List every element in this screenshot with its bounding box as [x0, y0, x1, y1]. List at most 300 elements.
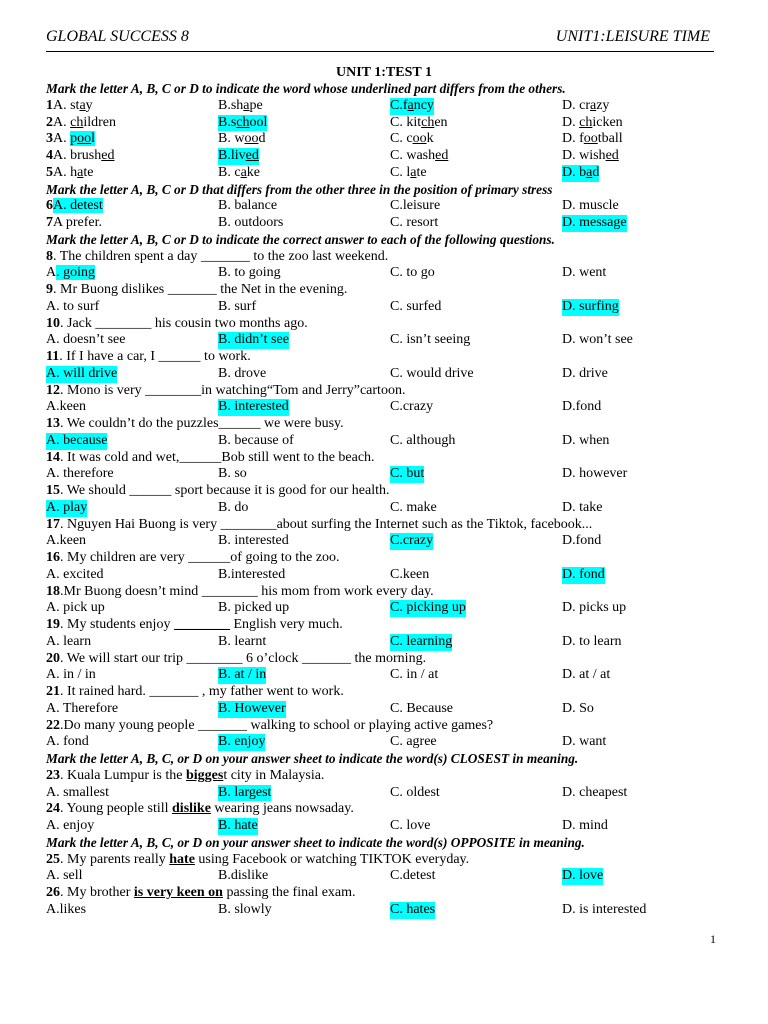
option-text: oo	[412, 131, 427, 147]
question-number: 20	[46, 650, 60, 666]
option-text: C. l	[390, 164, 411, 180]
answer-options-row	[46, 466, 726, 483]
option-text: B. enjoy	[218, 734, 266, 750]
option-text: D. So	[562, 700, 594, 716]
answer-option	[46, 115, 116, 132]
page-number: 1	[710, 932, 716, 946]
page-header	[46, 28, 714, 50]
option-text: A.likes	[46, 901, 87, 917]
option-text: C. oldest	[390, 784, 440, 800]
answer-option	[562, 299, 619, 316]
answer-options-row	[46, 667, 726, 684]
option-text: d	[592, 164, 600, 180]
answer-options-row	[46, 433, 726, 450]
option-text: C. agree	[390, 734, 437, 750]
answer-option	[390, 115, 448, 132]
answer-option	[390, 500, 437, 517]
answer-option	[46, 131, 95, 148]
answer-option	[46, 701, 118, 718]
option-text: A. in / in	[46, 667, 96, 683]
option-text: B. outdoors	[218, 215, 284, 230]
answer-options-row	[46, 299, 726, 316]
answer-option	[562, 433, 609, 450]
keyword-underlined: hate	[169, 851, 195, 867]
answer-options-row	[46, 115, 726, 132]
keyword-underlined: is very keen on	[133, 885, 223, 900]
answer-highlight	[70, 131, 95, 146]
option-text: a	[407, 97, 414, 113]
answer-option	[390, 366, 474, 383]
option-text: D. mind	[562, 818, 608, 833]
option-text: B.s	[218, 114, 237, 130]
option-text: B. slowly	[218, 901, 272, 917]
option-text: ch	[70, 114, 84, 130]
answer-option	[562, 868, 603, 885]
option-text: D. b	[562, 164, 587, 180]
option-text: C.crazy	[390, 533, 434, 549]
question-number: 7	[46, 215, 53, 230]
answer-option	[218, 198, 277, 215]
option-text: A. fond	[46, 734, 89, 750]
question-text: . Jack ________ his cousin two months ago.	[60, 315, 308, 331]
question-number: 17	[46, 516, 60, 532]
answer-option	[46, 634, 91, 651]
option-text: A.keen	[46, 399, 87, 415]
answer-option	[218, 567, 285, 584]
question-text: ________	[173, 617, 230, 632]
answer-options-row	[46, 399, 726, 416]
option-text: A. brush	[53, 148, 102, 163]
question-text: . My parents really	[60, 851, 170, 867]
question-text: . We will start our trip ________ 6 o’clock _______ the morning.	[60, 650, 427, 666]
option-text: ch	[579, 114, 593, 130]
keyword-underlined: dislike	[172, 801, 211, 817]
option-text: y	[85, 97, 93, 113]
option-text: D. however	[562, 466, 628, 482]
answer-options-row	[46, 148, 726, 165]
answer-options-row	[46, 868, 726, 885]
answer-option	[218, 634, 266, 651]
option-text: B. largest	[218, 784, 272, 800]
question-text: . Young people still	[60, 801, 173, 817]
answer-option	[46, 600, 105, 617]
answer-option	[218, 265, 281, 282]
option-text: A. detest	[53, 198, 103, 214]
answer-option	[390, 399, 433, 416]
option-text: C. hates	[390, 901, 436, 917]
answer-options-row	[46, 701, 726, 718]
answer-option	[562, 466, 627, 483]
option-text: B. c	[218, 164, 241, 180]
option-text: B. didn’t see	[218, 332, 289, 348]
option-text: a	[243, 97, 250, 113]
question-number: 4	[46, 148, 53, 163]
question-number: 1	[46, 97, 53, 113]
option-text: l	[91, 131, 96, 147]
option-text: C. isn’t seeing	[390, 332, 471, 348]
answer-option	[562, 902, 646, 919]
answer-option	[218, 734, 265, 751]
answer-option	[218, 148, 259, 165]
answer-option	[218, 701, 286, 718]
answer-option	[218, 785, 271, 802]
option-text: C. to go	[390, 265, 435, 281]
section-instruction: Mark the letter A, B, C, or D on your answer sheet to indicate the word(s) OPPOSITE in meaning.	[46, 834, 585, 850]
answer-option	[562, 734, 606, 751]
option-text: A. therefore	[46, 466, 114, 482]
question-text: . It was cold and wet,______Bob still went to the beach.	[60, 449, 375, 465]
option-text: D. f	[562, 131, 584, 147]
answer-option	[46, 98, 93, 115]
section-instruction: Mark the letter A, B, C, or D on your answer sheet to indicate the word(s) CLOSEST in meaning.	[46, 751, 579, 766]
answer-option	[390, 198, 440, 215]
answer-option	[46, 567, 104, 584]
option-text: B. interested	[218, 399, 289, 415]
option-text: C. in / at	[390, 667, 439, 683]
answer-option	[562, 500, 602, 517]
answer-option	[218, 299, 256, 316]
question-number: 22	[46, 717, 60, 733]
answer-option	[46, 902, 86, 919]
answer-option	[562, 332, 633, 349]
option-text: A. smallest	[46, 784, 109, 800]
answer-option	[390, 818, 430, 835]
option-text: oo	[583, 131, 598, 147]
answer-option	[46, 265, 95, 282]
option-text: A. will drive	[46, 365, 118, 381]
answer-option	[562, 165, 599, 182]
answer-option	[46, 399, 86, 416]
question-text: using Facebook or watching TIKTOK everyday.	[194, 851, 470, 867]
question-text: passing the final exam.	[222, 885, 356, 900]
question-text: . My children are very ______of going to the zoo.	[60, 550, 340, 565]
answer-options-row	[46, 500, 726, 517]
option-text: ke	[246, 164, 260, 180]
option-text: B. drove	[218, 365, 267, 381]
answer-option	[390, 667, 438, 684]
answer-option	[46, 332, 125, 349]
question-number: 24	[46, 801, 60, 817]
keyword-underlined: bigges	[185, 767, 224, 783]
question-number: 11	[46, 349, 60, 364]
answer-option	[390, 299, 441, 316]
option-text: pe	[249, 97, 263, 113]
answer-option	[390, 265, 435, 282]
question-number: 26	[46, 885, 60, 900]
question-text: . My brother	[60, 885, 134, 900]
option-text: A. pick up	[46, 600, 105, 616]
question-number: 21	[46, 684, 60, 699]
answer-option	[46, 198, 103, 215]
answer-option	[390, 600, 466, 617]
option-text: ch	[236, 114, 250, 130]
question-number: 13	[46, 416, 60, 431]
question-stem	[46, 852, 726, 869]
question-text: . Mr Buong dislikes _______ the Net in the evening.	[53, 282, 348, 297]
question-number: 8	[46, 248, 53, 264]
answer-option	[562, 667, 610, 684]
option-text: a	[77, 164, 84, 180]
option-text: C. although	[390, 432, 456, 448]
option-text: C. kit	[390, 114, 422, 130]
option-text: D. to learn	[562, 633, 622, 649]
answer-option	[46, 868, 83, 885]
question-number: 18	[46, 583, 60, 599]
answer-option	[46, 734, 89, 751]
answer-option	[46, 466, 114, 483]
question-stem	[46, 801, 726, 818]
option-text: B. learnt	[218, 633, 267, 649]
answer-option	[562, 265, 606, 282]
option-text: D. want	[562, 734, 607, 750]
option-text: D. drive	[562, 365, 608, 381]
question-number: 12	[46, 382, 60, 398]
answer-option	[46, 299, 99, 316]
option-text: B. do	[218, 499, 249, 515]
option-text: D.fond	[562, 533, 602, 549]
question-stem	[46, 282, 726, 299]
answer-options-row	[46, 366, 726, 383]
question-stem	[46, 349, 726, 366]
option-text: D. at / at	[562, 667, 611, 683]
question-stem	[46, 383, 726, 400]
question-number: 9	[46, 282, 53, 297]
option-text: te	[83, 164, 94, 180]
question-stem	[46, 450, 726, 467]
answer-option	[218, 868, 268, 885]
answer-option	[390, 332, 470, 349]
option-text: d	[258, 131, 266, 147]
option-text: ed	[605, 148, 619, 163]
option-text: C. picking up	[390, 600, 466, 616]
question-number: 6	[46, 198, 53, 214]
question-text: . Mono is very ________in watching“Tom and Jerry”cartoon.	[60, 382, 406, 398]
option-text: B. surf	[218, 298, 257, 314]
option-text: oo	[244, 131, 259, 147]
option-text: A.	[53, 131, 71, 147]
option-text: D. message	[562, 215, 627, 230]
answer-option	[218, 399, 289, 416]
question-stem	[46, 316, 726, 333]
answer-option	[218, 98, 263, 115]
answer-option	[562, 785, 627, 802]
question-number: 10	[46, 315, 60, 331]
question-stem	[46, 249, 726, 266]
option-text: k	[426, 131, 434, 147]
option-text: ch	[421, 114, 435, 130]
option-text: a	[79, 97, 86, 113]
question-number: 14	[46, 449, 60, 465]
answer-option	[218, 902, 272, 919]
answer-option	[46, 667, 96, 684]
option-text: D. muscle	[562, 198, 619, 214]
option-text: C.leisure	[390, 198, 441, 214]
option-text: a	[240, 164, 247, 180]
option-text: B. because of	[218, 432, 294, 448]
answer-option	[562, 399, 601, 416]
test-content	[46, 81, 726, 919]
answer-option	[46, 533, 86, 550]
answer-option	[390, 701, 453, 718]
answer-option	[390, 567, 429, 584]
question-number: 25	[46, 851, 60, 867]
option-text: D. picks up	[562, 600, 627, 616]
option-text: C. surfed	[390, 298, 442, 314]
question-stem	[46, 684, 726, 701]
question-number: 23	[46, 767, 60, 783]
answer-options-row	[46, 567, 726, 584]
question-text: .Mr Buong doesn’t mind ________ his mom from work every day.	[60, 583, 434, 599]
option-text: B. balance	[218, 198, 278, 214]
question-text: . It rained hard. _______ , my father went to work.	[60, 684, 344, 699]
answer-option	[218, 500, 248, 517]
answer-option	[390, 148, 448, 165]
option-text: B. However	[218, 700, 286, 716]
question-text: t city in Malaysia.	[223, 767, 325, 783]
option-text: D. went	[562, 265, 607, 281]
option-text: A. because	[46, 432, 108, 448]
option-text: ildren	[83, 114, 116, 130]
answer-option	[390, 634, 452, 651]
answer-option	[218, 667, 266, 684]
answer-option	[390, 433, 455, 450]
option-text: B. w	[218, 131, 245, 147]
option-text: C.keen	[390, 566, 430, 582]
answer-option	[390, 785, 440, 802]
answer-option	[390, 165, 427, 182]
option-text: D. when	[562, 432, 610, 448]
answer-options-row	[46, 265, 726, 282]
question-number: 3	[46, 131, 53, 147]
option-text: icken	[592, 114, 623, 130]
option-text: B. hate	[218, 818, 258, 833]
option-text: D. cr	[562, 97, 590, 113]
option-text: A. enjoy	[46, 818, 95, 833]
option-text: B. picked up	[218, 600, 290, 616]
answer-option	[46, 785, 109, 802]
question-stem	[46, 617, 726, 634]
option-text: C. but	[390, 466, 425, 482]
option-text: en	[434, 114, 448, 130]
option-text: C.f	[390, 97, 408, 113]
answer-option	[562, 98, 609, 115]
answer-option	[46, 215, 102, 232]
answer-options-row	[46, 785, 726, 802]
option-text: C.crazy	[390, 399, 434, 415]
answer-option	[218, 165, 260, 182]
option-text: C.detest	[390, 868, 436, 884]
header-unit-title: UNIT1:LEISURE TIME	[555, 28, 710, 45]
option-text: zy	[596, 97, 610, 113]
option-text: te	[416, 164, 427, 180]
option-text: D. surfing	[562, 298, 619, 314]
answer-option	[562, 818, 608, 835]
answer-option	[562, 567, 605, 584]
answer-option	[562, 115, 623, 132]
question-text: . If I have a car, I ______ to work.	[59, 349, 251, 364]
option-text: A	[46, 265, 57, 281]
option-text: A.keen	[46, 533, 87, 549]
option-text: ool	[249, 114, 268, 130]
answer-options-row	[46, 131, 726, 148]
question-stem	[46, 718, 726, 735]
answer-option	[390, 868, 436, 885]
answer-option	[562, 600, 626, 617]
answer-options-row	[46, 165, 726, 182]
option-text: D. wish	[562, 148, 606, 163]
answer-option	[390, 734, 437, 751]
question-text: . We couldn’t do the puzzles______ we were busy.	[60, 416, 344, 431]
option-text: D. is interested	[562, 901, 647, 917]
question-text: . We should ______ sport because it is good for our health.	[60, 483, 390, 498]
answer-options-row	[46, 734, 726, 751]
answer-options-row	[46, 332, 726, 349]
answer-options-row	[46, 600, 726, 617]
option-text: ed	[245, 148, 259, 163]
question-text: English very much.	[229, 617, 343, 632]
option-text: A. h	[53, 164, 78, 180]
option-text: A. Therefore	[46, 700, 119, 716]
answer-option	[218, 131, 265, 148]
option-text: D. fond	[562, 566, 605, 582]
answer-highlight	[56, 265, 95, 280]
answer-option	[562, 148, 619, 165]
option-text: C. would drive	[390, 365, 474, 381]
option-text: D. won’t see	[562, 332, 633, 348]
option-text: ncy	[413, 97, 434, 113]
option-text: ed	[435, 148, 449, 163]
answer-option	[562, 131, 623, 148]
question-stem	[46, 483, 726, 500]
answer-option	[390, 902, 435, 919]
option-text: C. Because	[390, 700, 453, 716]
question-text: . My students enjoy	[60, 617, 174, 632]
option-text: oo	[77, 131, 92, 147]
answer-option	[46, 818, 94, 835]
option-text: A. sell	[46, 868, 83, 884]
answer-options-row	[46, 818, 726, 835]
answer-option	[46, 165, 93, 182]
option-text: A. to surf	[46, 298, 100, 314]
option-text: B. interested	[218, 533, 289, 549]
section-instruction: Mark the letter A, B, C or D that differs from the other three in the position of primary stress	[46, 181, 553, 197]
option-text: B.interested	[218, 566, 286, 582]
question-number: 2	[46, 114, 53, 130]
answer-option	[218, 332, 289, 349]
option-text: a	[410, 164, 417, 180]
option-text: B. at / in	[218, 667, 267, 683]
answer-option	[46, 433, 107, 450]
option-text: D.	[562, 114, 580, 130]
option-text: B.dislike	[218, 868, 269, 884]
option-text: A.	[53, 114, 71, 130]
question-stem	[46, 416, 726, 433]
option-text: D. love	[562, 868, 604, 884]
option-text: B.liv	[218, 148, 246, 163]
option-text: D. take	[562, 499, 603, 515]
question-number: 16	[46, 550, 60, 565]
option-text: D.fond	[562, 399, 602, 415]
question-text: .Do many young people _______ walking to school or playing active games?	[60, 717, 494, 733]
question-stem	[46, 651, 726, 668]
section-instruction: Mark the letter A, B, C or D to indicate the correct answer to each of the following questions.	[46, 231, 555, 247]
option-text: A prefer.	[53, 215, 102, 230]
question-number: 5	[46, 164, 53, 180]
option-text: B. to going	[218, 265, 281, 281]
answer-option	[46, 366, 117, 383]
question-stem	[46, 584, 726, 601]
answer-option	[46, 500, 87, 517]
